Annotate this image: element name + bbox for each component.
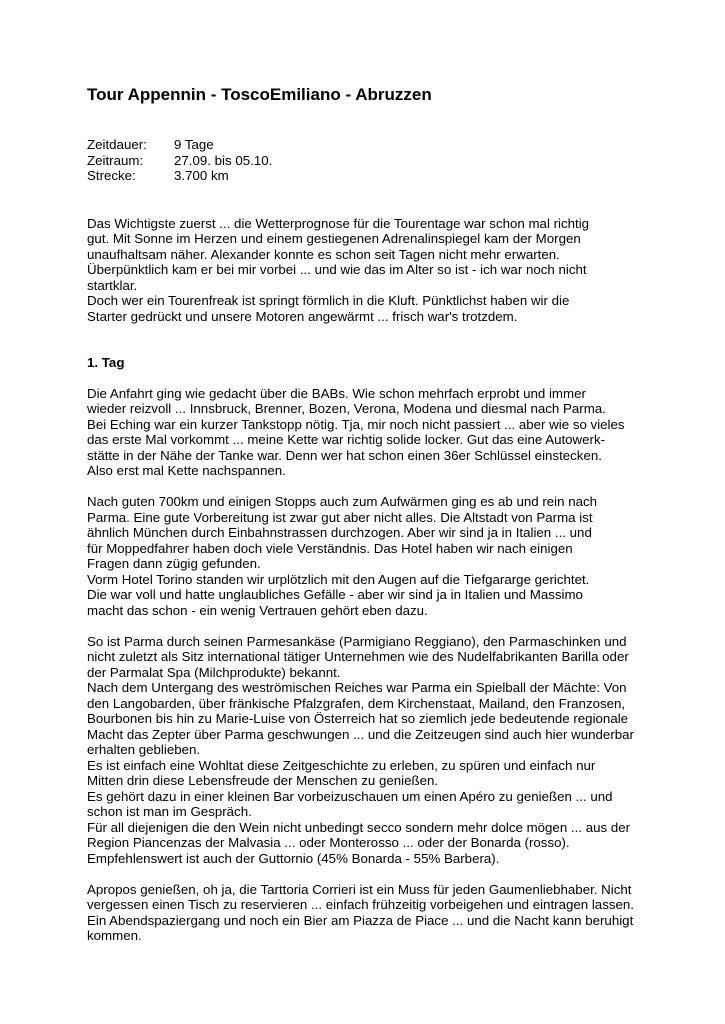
text-line: das erste Mal vorkommt ... meine Kette war richtig solide locker. Gut das eine Autowerk- bbox=[87, 432, 606, 447]
text-line: für Moppedfahrer haben doch viele Verständnis. Das Hotel haben wir nach einigen bbox=[87, 540, 573, 556]
text-line: Ein Abendspaziergang und noch ein Bier am Piazza de Piace ... und die Nacht kann beruhigt bbox=[87, 912, 634, 928]
tour-facts bbox=[87, 137, 667, 184]
day1-paragraph-arrival bbox=[87, 386, 667, 479]
text-line: Mitten drin diese Lebensfreude der Menschen zu genießen. bbox=[87, 773, 439, 788]
section-heading-day-1: 1. Tag bbox=[87, 355, 125, 370]
text-line: unaufhaltsam näher. Alexander konnte es schon seit Tagen nicht mehr erwarten. bbox=[87, 246, 560, 262]
text-line: wieder reizvoll ... Innsbruck, Brenner, Bozen, Verona, Modena und diesmal nach Parma. bbox=[87, 401, 606, 416]
fact-value: 9 Tage bbox=[174, 137, 214, 152]
text-line: Doch wer ein Tourenfreak ist springt förmlich in die Kluft. Pünktlichst haben wir die bbox=[87, 293, 570, 308]
text-line: erhalten geblieben. bbox=[87, 742, 201, 757]
text-line: den Langobarden, über fränkische Pfalzgrafen, dem Kirchenstaat, Mailand, den Franzosen, bbox=[87, 695, 626, 711]
text-line: Es gehört dazu in einer kleinen Bar vorbeizuschauen um einen Apéro zu genießen ... und bbox=[87, 788, 613, 804]
fact-row-period bbox=[87, 153, 667, 169]
day1-paragraph-parma-history bbox=[87, 634, 667, 867]
fact-row-distance bbox=[87, 168, 667, 184]
text-line: startklar. bbox=[87, 277, 138, 293]
text-line: Vorm Hotel Torino standen wir urplötzlich mit den Augen auf die Tiefgararge gerichtet. bbox=[87, 571, 590, 587]
fact-label: Zeitraum: bbox=[87, 152, 144, 168]
text-line: Überpünktlich kam er bei mir vorbei ... und wie das im Alter so ist - ich war noch nicht bbox=[87, 262, 587, 277]
text-line: Macht das Zepter über Parma geschwungen ... und die Zeitzeugen sind auch hier wunderbar bbox=[87, 726, 634, 742]
text-line: schon ist man im Gespräch. bbox=[87, 804, 252, 819]
text-line: Nach guten 700km und einigen Stopps auch zum Aufwärmen ging es ab und rein nach bbox=[87, 494, 598, 509]
text-line: Starter gedrückt und unsere Motoren angewärmt ... frisch war's trotzdem. bbox=[87, 308, 518, 324]
text-line: Apropos genießen, oh ja, die Tarttoria Corrieri ist ein Muss für jeden Gaumenliebhaber. Nicht bbox=[87, 881, 632, 897]
text-line: Region Piancenzas der Malvasia ... oder Monterosso ... oder der Bonarda (rosso). bbox=[87, 835, 570, 850]
text-line: Bourbonen bis hin zu Marie-Luise von Österreich hat so ziemlich jede bedeutende regionale bbox=[87, 711, 629, 726]
fact-value: 27.09. bis 05.10. bbox=[174, 152, 273, 168]
text-line: Parma. Eine gute Vorbereitung ist zwar gut aber nicht alles. Die Altstadt von Parma ist bbox=[87, 509, 593, 525]
text-line: macht das schon - ein wenig Vertrauen gehört eben dazu. bbox=[87, 602, 428, 618]
text-line: Empfehlenswert ist auch der Guttornio (45% Bonarda - 55% Barbera). bbox=[87, 850, 500, 866]
document-page bbox=[87, 84, 667, 944]
text-line: Fragen dann zügig gefunden. bbox=[87, 556, 261, 571]
text-line: Also erst mal Kette nachspannen. bbox=[87, 463, 286, 478]
text-line: der Parmalat Spa (Milchprodukte) bekannt. bbox=[87, 664, 341, 680]
text-line: nicht zuletzt als Sitz international tätiger Unternehmen wie des Nudelfabrikanten Barilla oder bbox=[87, 649, 629, 664]
day1-paragraph-evening bbox=[87, 882, 667, 944]
text-line: Es ist einfach eine Wohltat diese Zeitgeschichte zu erleben, zu spüren und einfach nur bbox=[87, 757, 596, 773]
text-line: So ist Parma durch seinen Parmesankäse (Parmigiano Reggiano), den Parmaschinken und bbox=[87, 633, 627, 649]
fact-value: 3.700 km bbox=[174, 168, 229, 183]
text-line: Bei Eching war ein kurzer Tankstopp nötig. Tja, mir noch nicht passiert ... aber wie so vieles bbox=[87, 416, 625, 432]
text-line: gut. Mit Sonne im Herzen und einem gestiegenen Adrenalinspiegel kam der Morgen bbox=[87, 231, 581, 246]
text-line: vergessen einen Tisch zu reservieren ... einfach frühzeitig vorbeigehen und eintragen lassen. bbox=[87, 897, 634, 912]
text-line: kommen. bbox=[87, 928, 142, 943]
text-line: Die Anfahrt ging wie gedacht über die BABs. Wie schon mehrfach erprobt und immer bbox=[87, 385, 586, 401]
text-line: Für all diejenigen die den Wein nicht unbedingt secco sondern mehr dolce mögen ... aus der bbox=[87, 819, 631, 835]
intro-paragraph bbox=[87, 216, 667, 325]
text-line: ähnlich München durch Einbahnstrassen durchzogen. Aber wir sind ja in Italien ... und bbox=[87, 525, 592, 540]
text-line: Das Wichtigste zuerst ... die Wetterprognose für die Tourentage war schon mal richtig bbox=[87, 215, 590, 231]
fact-label: Zeitdauer: bbox=[87, 137, 147, 152]
text-line: Nach dem Untergang des weströmischen Reiches war Parma ein Spielball der Mächte: Von bbox=[87, 680, 627, 695]
text-line: stätte in der Nähe der Tanke war. Denn wer hat schon einen 36er Schlüssel einstecken. bbox=[87, 447, 602, 463]
fact-row-duration bbox=[87, 137, 667, 153]
document-title: Tour Appennin - ToscoEmiliano - Abruzzen bbox=[87, 85, 432, 104]
fact-label: Strecke: bbox=[87, 168, 136, 183]
day1-paragraph-parma-arrival bbox=[87, 494, 667, 618]
text-line: Die war voll und hatte unglaubliches Gefälle - aber wir sind ja in Italien und Massimo bbox=[87, 587, 583, 602]
